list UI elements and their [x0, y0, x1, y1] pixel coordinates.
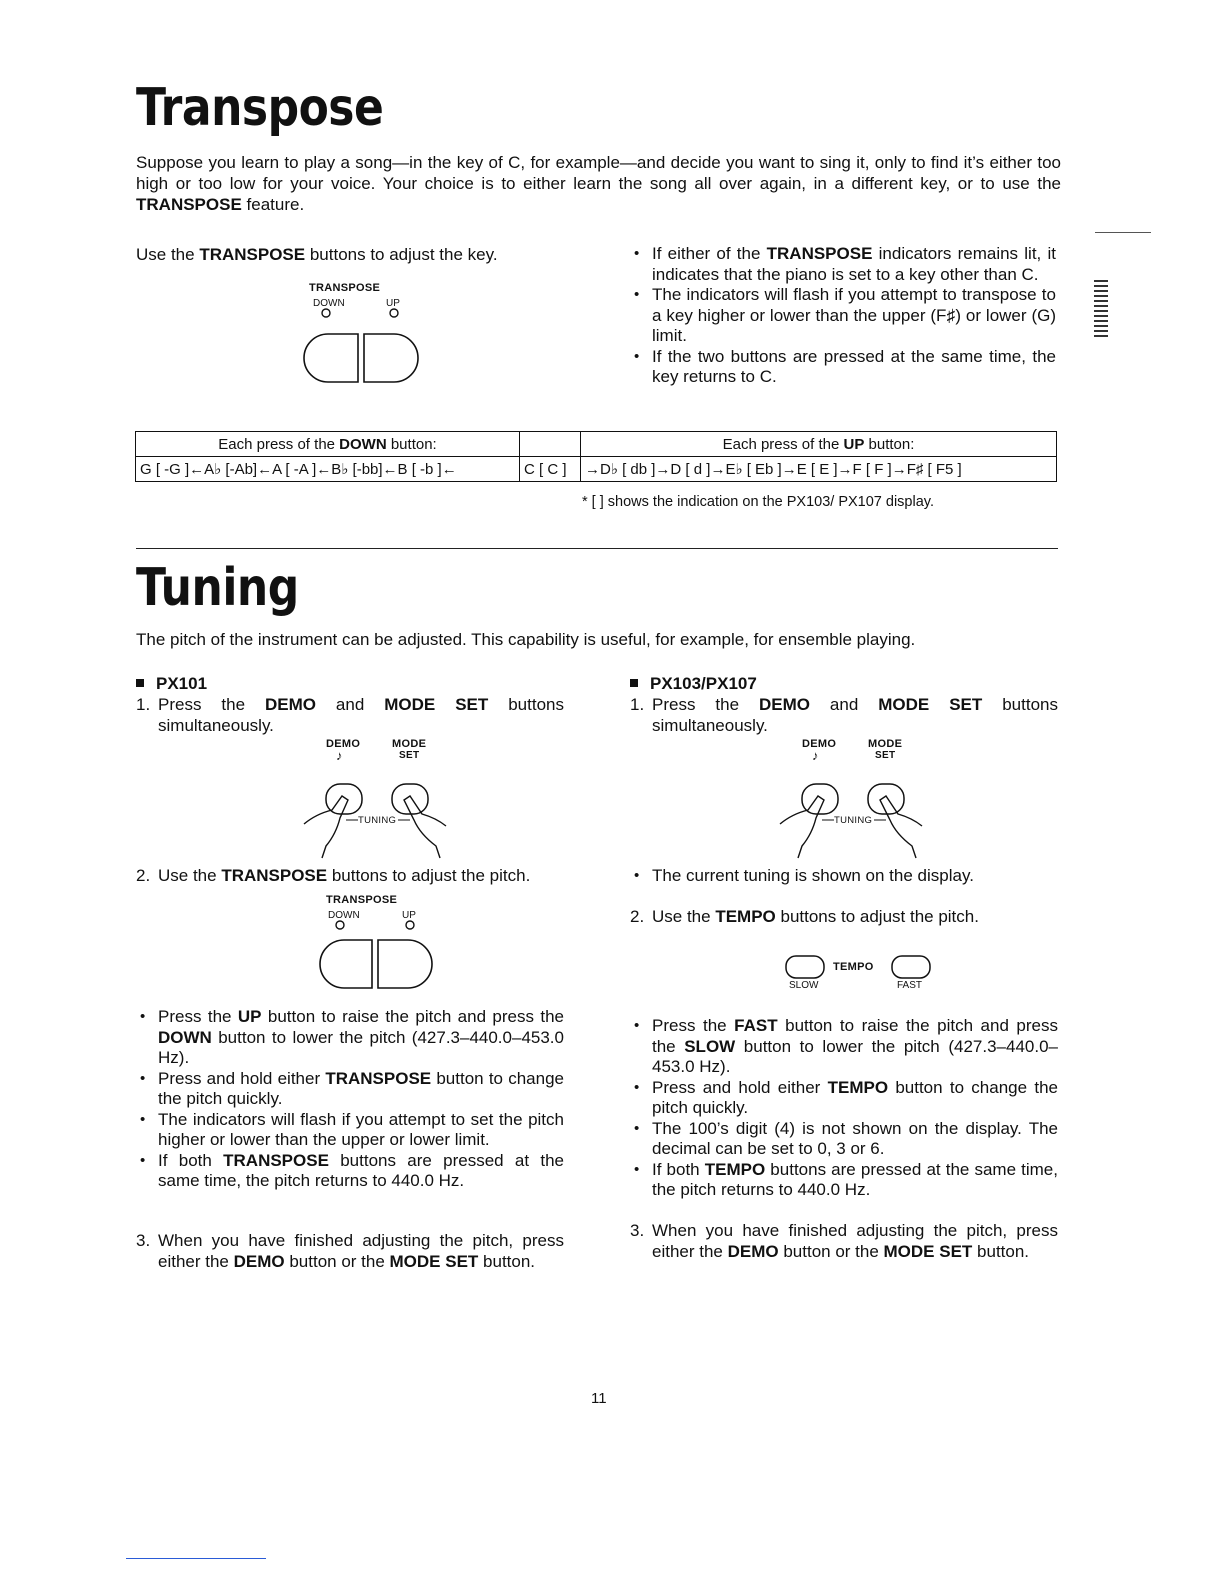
- px103-demo-mode-diagram: [772, 738, 942, 862]
- square-bullet-icon: [136, 679, 144, 687]
- note-icon: ♪: [336, 748, 343, 763]
- up-button[interactable]: [364, 334, 418, 382]
- center-header-cell: [520, 432, 581, 457]
- list-item: • The indicators will flash if you attempt to transpose to a key higher or lower than the upper (F♯) or lower (G) limit.: [630, 285, 1056, 347]
- down-indicator-icon: [322, 309, 330, 317]
- up-sequence-cell: →D♭ [ db ]→D [ d ]→E♭ [ Eb ]→E [ E ]→F [ F ]→F♯ [ F5 ]: [581, 457, 1057, 482]
- transpose-panel-title: TRANSPOSE: [326, 894, 398, 906]
- transpose-panel-title: TRANSPOSE: [309, 282, 381, 294]
- up-indicator-icon: [390, 309, 398, 317]
- list-item: • If the two buttons are pressed at the same time, the key returns to C.: [630, 347, 1056, 388]
- list-item: • The current tuning is shown on the display.: [630, 866, 1058, 887]
- demo-label: DEMO: [326, 738, 361, 750]
- tempo-label: TEMPO: [833, 961, 874, 973]
- tuning-label: TUNING: [834, 815, 873, 826]
- up-header-cell: Each press of the UP button:: [581, 432, 1057, 457]
- px103-heading: PX103/PX107: [630, 674, 757, 694]
- tuning-title: Tuning: [136, 558, 299, 619]
- list-item: • If both TRANSPOSE buttons are pressed at the same time, the pitch returns to 440.0 Hz.: [136, 1151, 564, 1192]
- transpose-panel-down-label: DOWN: [313, 298, 345, 309]
- right-hand-icon: [880, 796, 922, 858]
- margin-thumb-tab: [1095, 232, 1151, 233]
- up-button[interactable]: [378, 940, 432, 988]
- list-item: • The 100’s digit (4) is not shown on the display. The decimal can be set to 0, 3 or 6.: [630, 1119, 1058, 1160]
- tempo-diagram: [780, 952, 950, 996]
- transpose-title: Transpose: [136, 78, 384, 139]
- list-item: • Press and hold either TEMPO button to change the pitch quickly.: [630, 1078, 1058, 1119]
- down-button[interactable]: [320, 940, 372, 988]
- list-item: • Press the FAST button to raise the pitch and press the SLOW button to lower the pitch (427.3–440.0–453.0 Hz).: [630, 1016, 1058, 1078]
- transpose-notes: [630, 244, 1056, 388]
- px103-notes: [630, 1016, 1058, 1201]
- square-bullet-icon: [630, 679, 638, 687]
- transpose-panel-up-label: UP: [402, 910, 416, 921]
- note-icon: ♪: [812, 748, 819, 763]
- down-sequence-cell: G [ -G ]←A♭ [-Ab]←A [ -A ]←B♭ [-bb]←B [ -b ]←: [136, 457, 520, 482]
- right-hand-icon: [404, 796, 446, 858]
- transpose-panel-diagram: [300, 282, 440, 382]
- transpose-key-table: [135, 431, 1057, 482]
- transpose-panel-up-label: UP: [386, 298, 400, 309]
- px101-demo-mode-diagram: [296, 738, 466, 862]
- mode-set-button[interactable]: [868, 784, 904, 814]
- set-label: SET: [399, 750, 420, 761]
- transpose-buttons-drawing: [316, 918, 456, 998]
- fast-label: FAST: [897, 980, 923, 991]
- px101-transpose-diagram: [316, 894, 456, 998]
- slow-button[interactable]: [786, 956, 824, 978]
- list-item: • Press and hold either TRANSPOSE button to change the pitch quickly.: [136, 1069, 564, 1110]
- page-number: 11: [591, 1390, 607, 1407]
- center-key-cell: C [ C ]: [520, 457, 581, 482]
- transpose-intro: Suppose you learn to play a song—in the key of C, for example—and decide you want to sing it, only to find it’s either too high or too low for your voice. Your choice is to either learn the song all over again, in a different key, or to use the TRANSPOSE feature.: [136, 153, 1061, 214]
- margin-thumb-index-icon: [1094, 280, 1108, 340]
- down-header-cell: Each press of the DOWN button:: [136, 432, 520, 457]
- set-label: SET: [875, 750, 896, 761]
- px101-heading: PX101: [136, 674, 207, 694]
- left-hand-icon: [780, 796, 824, 858]
- slow-label: SLOW: [789, 980, 819, 991]
- transpose-use-text: Use the TRANSPOSE buttons to adjust the key.: [136, 245, 498, 264]
- transpose-buttons-drawing: [300, 306, 440, 386]
- footer-link-line: [126, 1558, 266, 1559]
- list-item: • Press the UP button to raise the pitch and press the DOWN button to lower the pitch (427.3–440.0–453.0 Hz).: [136, 1007, 564, 1069]
- fast-button[interactable]: [892, 956, 930, 978]
- mode-set-button[interactable]: [392, 784, 428, 814]
- mode-label: MODE: [392, 738, 427, 750]
- tuning-label: TUNING: [358, 815, 397, 826]
- section-divider: [136, 548, 1058, 549]
- demo-label: DEMO: [802, 738, 837, 750]
- list-item: • The indicators will flash if you attempt to set the pitch higher or lower than the upper or lower limit.: [136, 1110, 564, 1151]
- up-indicator-icon: [406, 921, 414, 929]
- list-item: • If either of the TRANSPOSE indicators remains lit, it indicates that the piano is set to a key other than C.: [630, 244, 1056, 285]
- tuning-intro: The pitch of the instrument can be adjusted. This capability is useful, for example, for ensemble playing.: [136, 630, 916, 649]
- down-button[interactable]: [304, 334, 358, 382]
- px103-display-note: [630, 866, 1058, 887]
- left-hand-icon: [304, 796, 348, 858]
- down-indicator-icon: [336, 921, 344, 929]
- table-note: * [ ] shows the indication on the PX103/ PX107 display.: [582, 494, 934, 510]
- transpose-panel-down-label: DOWN: [328, 910, 360, 921]
- list-item: • If both TEMPO buttons are pressed at the same time, the pitch returns to 440.0 Hz.: [630, 1160, 1058, 1201]
- mode-label: MODE: [868, 738, 903, 750]
- px101-notes: [136, 1007, 564, 1192]
